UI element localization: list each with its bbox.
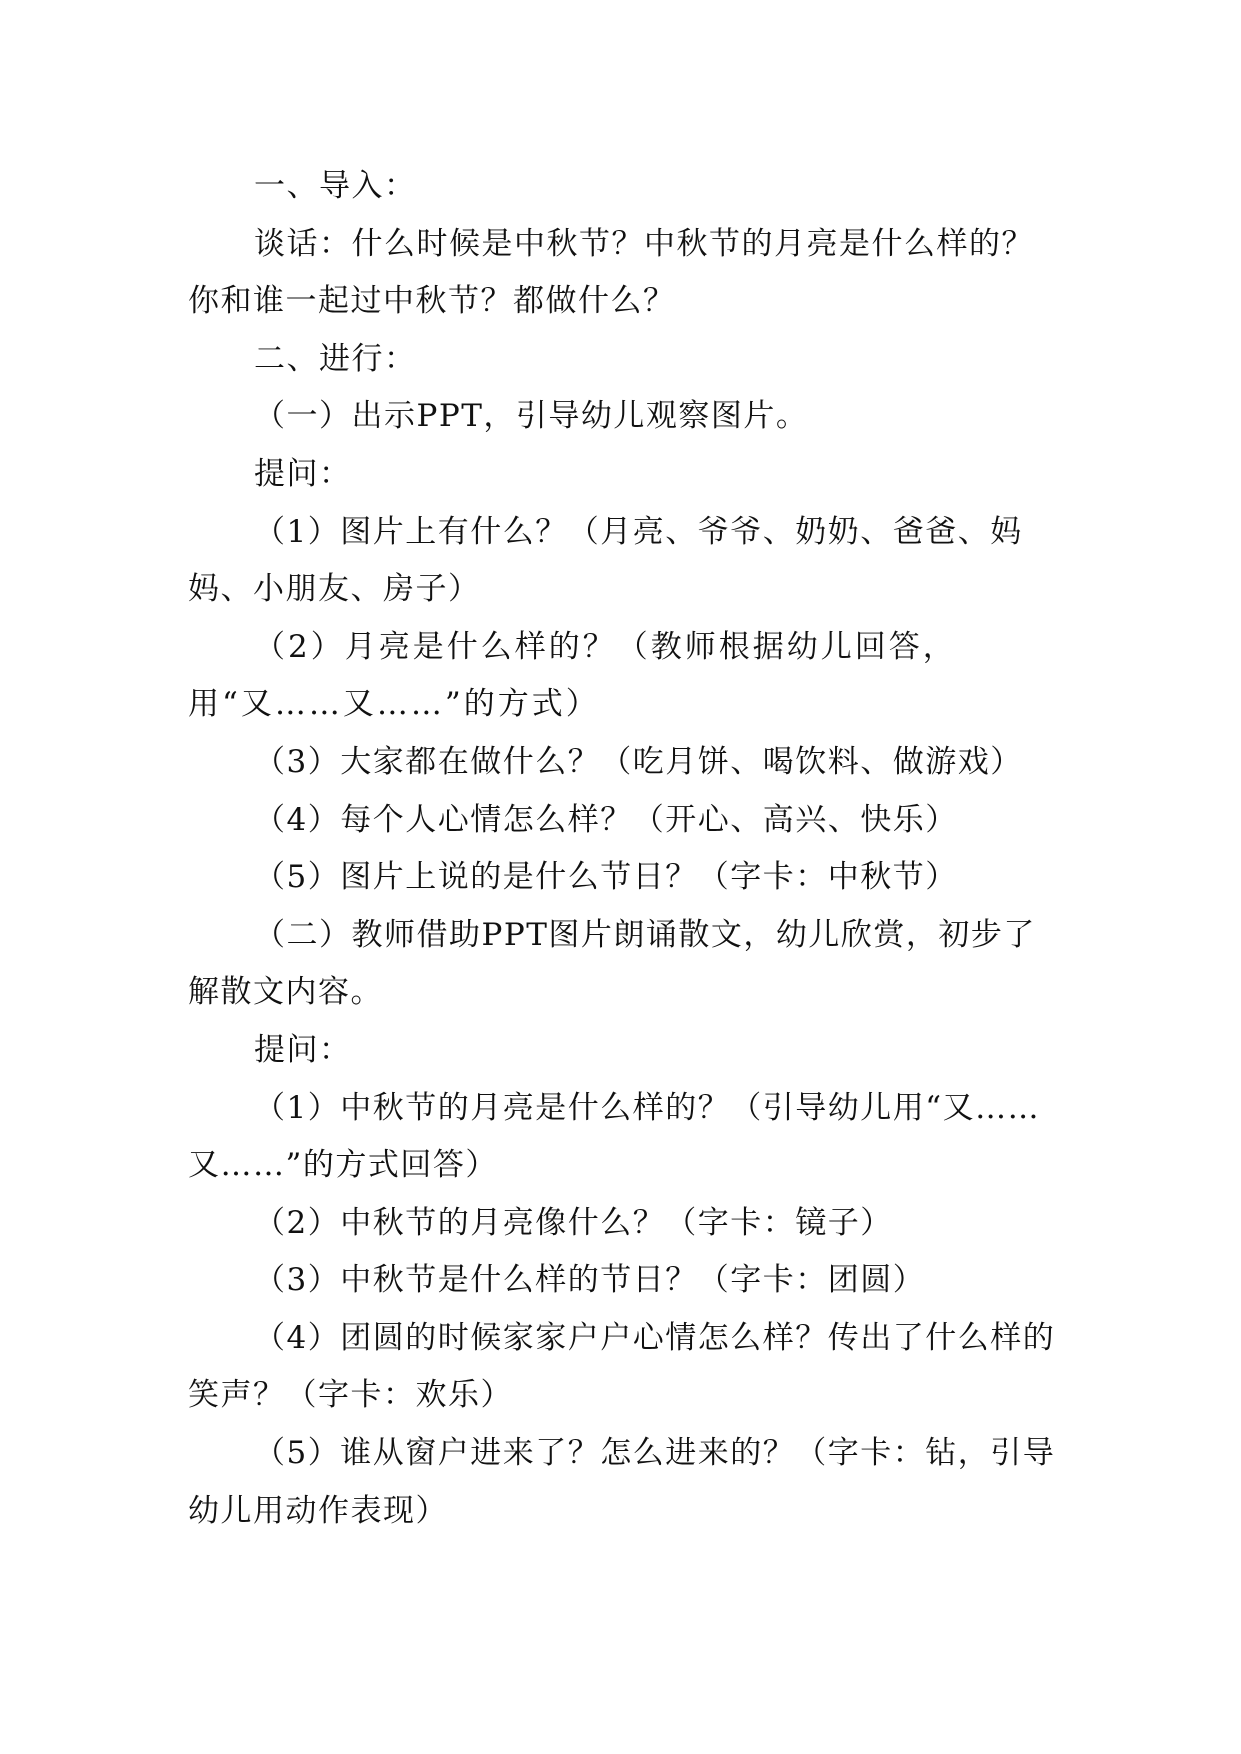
section-heading-progress: 二、进行： [254, 340, 417, 377]
question-item: （5）图片上说的是什么节日？（字卡：中秋节） [254, 859, 958, 896]
question-item: （3）中秋节是什么样的节日？（字卡：团圆） [254, 1262, 926, 1299]
document-body [188, 158, 1060, 1540]
question-item: （2）中秋节的月亮像什么？（字卡：镜子） [254, 1204, 893, 1241]
subsection-heading-1: （一）出示PPT，引导幼儿观察图片。 [254, 398, 809, 435]
section-heading-intro: 一、导入： [254, 168, 417, 204]
question-item: （5）谁从窗户进来了？怎么进来的？（字卡：钻，引导幼儿用动作表现） [188, 1435, 1056, 1529]
question-item: （4）团圆的时候家家户户心情怎么样？传出了什么样的笑声？（字卡：欢乐） [188, 1319, 1056, 1414]
question-item: （4）每个人心情怎么样？（开心、高兴、快乐） [254, 801, 958, 838]
question-item: （2）月亮是什么样的？（教师根据幼儿回答，用“又……又……”的方式） [188, 628, 957, 723]
question-item: （1）图片上有什么？（月亮、爷爷、奶奶、爸爸、妈妈、小朋友、房子） [188, 513, 1023, 608]
subsection-heading-2: （二）教师借助PPT图片朗诵散文，幼儿欣赏，初步了解散文内容。 [188, 916, 1036, 1011]
question-item: （3）大家都在做什么？（吃月饼、喝饮料、做游戏） [254, 743, 1023, 780]
question-item: （1）中秋节的月亮是什么样的？（引导幼儿用“又……又……”的方式回答） [188, 1089, 1041, 1184]
question-label: 提问： [254, 1031, 352, 1068]
question-label: 提问： [254, 455, 352, 492]
paragraph-talk: 谈话：什么时候是中秋节？中秋节的月亮是什么样的？你和谁一起过中秋节？都做什么？ [188, 225, 1034, 320]
